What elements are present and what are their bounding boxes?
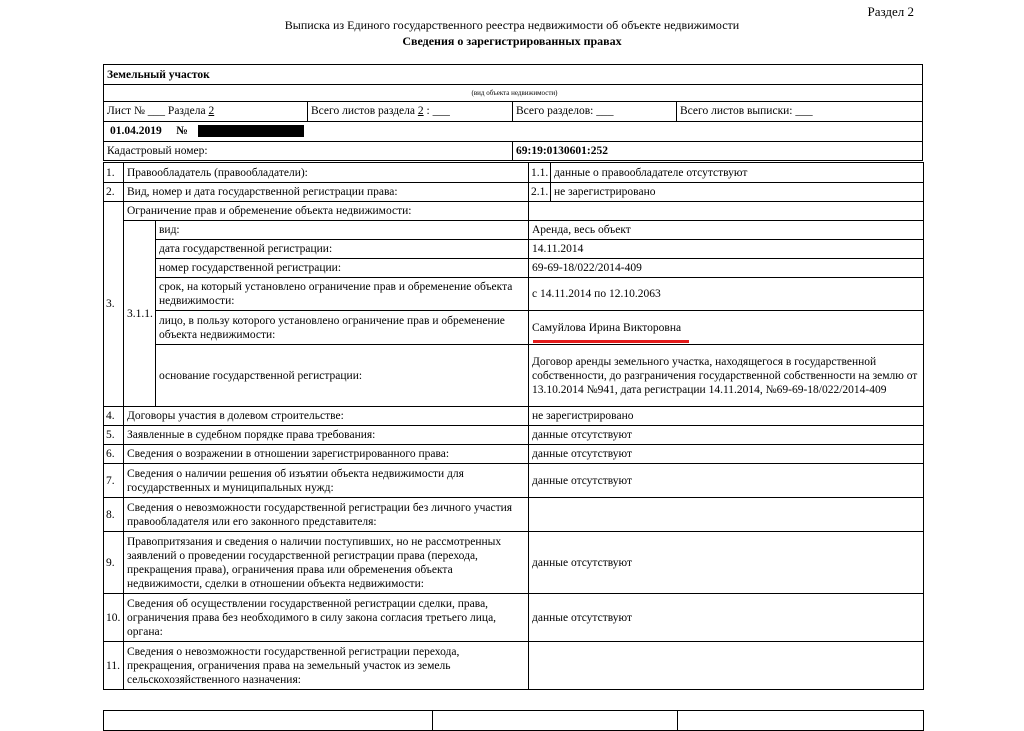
row-label: Сведения об осуществлении государственной регистрации сделки, права, ограничения права без необходимого в силу закона согласия третьего лица, органа:: [124, 594, 529, 642]
row-value: данные отсутствуют: [529, 532, 924, 594]
row-number: 10.: [104, 594, 124, 642]
row-value: данные отсутствуют: [529, 594, 924, 642]
object-type-caption: (вид объекта недвижимости): [471, 88, 558, 97]
table-row: [104, 183, 924, 202]
object-type-caption-row: [104, 84, 922, 102]
row-value: [529, 498, 924, 532]
encumbrance-value: Аренда, весь объект: [529, 221, 924, 240]
row-label: Ограничение прав и обременение объекта недвижимости:: [124, 202, 529, 221]
row-label: Вид, номер и дата государственной регистрации права:: [124, 183, 529, 202]
table-row: [104, 532, 924, 594]
table-row: [104, 594, 924, 642]
cadastral-number: 69:19:0130601:252: [512, 141, 922, 160]
row-number: 2.: [104, 183, 124, 202]
row-value: данные о правообладателе отсутствуют: [551, 163, 924, 183]
document-title: Выписка из Единого государственного реестра недвижимости об объекте недвижимости: [284, 18, 740, 32]
row-label: Заявленные в судебном порядке права требования:: [124, 426, 529, 445]
table-row: [104, 464, 924, 498]
encumbrance-value: Самуйлова Ирина Викторовна: [529, 311, 924, 345]
table-row: [104, 221, 924, 240]
row-number: 11.: [104, 642, 124, 690]
table-row: [104, 278, 924, 311]
encumbrance-label: дата государственной регистрации:: [156, 240, 529, 259]
row-number: 7.: [104, 464, 124, 498]
table-row: [104, 498, 924, 532]
redacted-number: [198, 125, 304, 137]
document-subtitle: Сведения о зарегистрированных правах: [402, 34, 622, 48]
table-row: [104, 259, 924, 278]
row-value: данные отсутствуют: [529, 445, 924, 464]
row-subnumber: 1.1.: [529, 163, 551, 183]
table-row: [104, 202, 924, 221]
row-number: 9.: [104, 532, 124, 594]
rights-table: [103, 162, 924, 690]
table-row: [104, 711, 924, 731]
row-subnumber: 2.1.: [529, 183, 551, 202]
row-subnumber: 3.1.1.: [124, 221, 156, 407]
encumbrance-label: основание государственной регистрации:: [156, 345, 529, 407]
number-sign: №: [176, 125, 188, 137]
extract-date-number: [104, 121, 922, 141]
row-value: [529, 642, 924, 690]
encumbrance-label: лицо, в пользу которого установлено ограничение прав и обременение объекта недвижимости:: [156, 311, 529, 345]
row-label: Правопритязания и сведения о наличии поступивших, но не рассмотренных заявлений о проведении государственной регистрации права (перехода, прекращения права), ограничения права или обременения объекта недвижимости, сделки в отношении объекта недвижимости:: [124, 532, 529, 594]
encumbrance-value: Договор аренды земельного участка, находящегося в государственной собственности, до разграничения государственной собственности на землю от 13.10.2014 №941, дата регистрации 14.11.2014, №69-69-18/022/2014-409: [529, 345, 924, 407]
encumbrance-value: 14.11.2014: [529, 240, 924, 259]
table-row: [104, 345, 924, 407]
table-row: [104, 407, 924, 426]
row-value: не зарегистрировано: [529, 407, 924, 426]
sheet-label: Лист № ___ Раздела: [107, 105, 206, 117]
table-row: [104, 445, 924, 464]
row-label: Договоры участия в долевом строительстве:: [124, 407, 529, 426]
row-number: 6.: [104, 445, 124, 464]
section-number: 2: [208, 105, 215, 117]
object-header-block: [103, 64, 923, 161]
total-sheets-section-suffix: : ___: [426, 105, 450, 117]
row-value: данные отсутствуют: [529, 464, 924, 498]
encumbrance-value: 69-69-18/022/2014-409: [529, 259, 924, 278]
total-sheets-section-value: 2: [417, 105, 424, 117]
row-label: Сведения о возражении в отношении зарегистрированного права:: [124, 445, 529, 464]
object-type-row: [104, 65, 922, 85]
encumbrance-label: вид:: [156, 221, 529, 240]
sheet-number: [104, 101, 307, 121]
highlight-underline: [533, 340, 689, 343]
total-sections: Всего разделов: ___: [512, 101, 676, 121]
encumbrance-value: с 14.11.2014 по 12.10.2063: [529, 278, 924, 311]
table-row: [104, 311, 924, 345]
date-row: [104, 121, 922, 142]
row-number: 5.: [104, 426, 124, 445]
table-row: [104, 642, 924, 690]
total-sheets-extract: Всего листов выписки: ___: [676, 101, 922, 121]
table-row: [104, 163, 924, 183]
extract-date: 01.04.2019: [110, 125, 162, 137]
encumbrance-label: номер государственной регистрации:: [156, 259, 529, 278]
row-number: 1.: [104, 163, 124, 183]
section-label: Раздел 2: [867, 4, 914, 19]
row-label: Правообладатель (правообладатели):: [124, 163, 529, 183]
sheet-info-row: [104, 101, 922, 122]
total-sheets-section: [307, 101, 512, 121]
table-row: [104, 240, 924, 259]
row-number: 4.: [104, 407, 124, 426]
row-label: Сведения о невозможности государственной регистрации без личного участия правообладателя или его законного представителя:: [124, 498, 529, 532]
encumbrance-label: срок, на который установлено ограничение прав и обременение объекта недвижимости:: [156, 278, 529, 311]
row-label: Сведения о невозможности государственной регистрации перехода, прекращения, ограничения права на земельный участок из земель сельскохозяйственного назначения:: [124, 642, 529, 690]
row-value: не зарегистрировано: [551, 183, 924, 202]
table-row: [104, 426, 924, 445]
row-label: Сведения о наличии решения об изъятии объекта недвижимости для государственных и муниципальных нужд:: [124, 464, 529, 498]
total-sheets-section-label: Всего листов раздела: [311, 105, 415, 117]
row-value: данные отсутствуют: [529, 426, 924, 445]
signature-table: [103, 710, 924, 731]
cadastral-row: [104, 141, 922, 160]
cadastral-label: Кадастровый номер:: [107, 144, 208, 157]
row-number: 8.: [104, 498, 124, 532]
row-number: 3.: [104, 202, 124, 407]
object-type: Земельный участок: [107, 68, 210, 81]
